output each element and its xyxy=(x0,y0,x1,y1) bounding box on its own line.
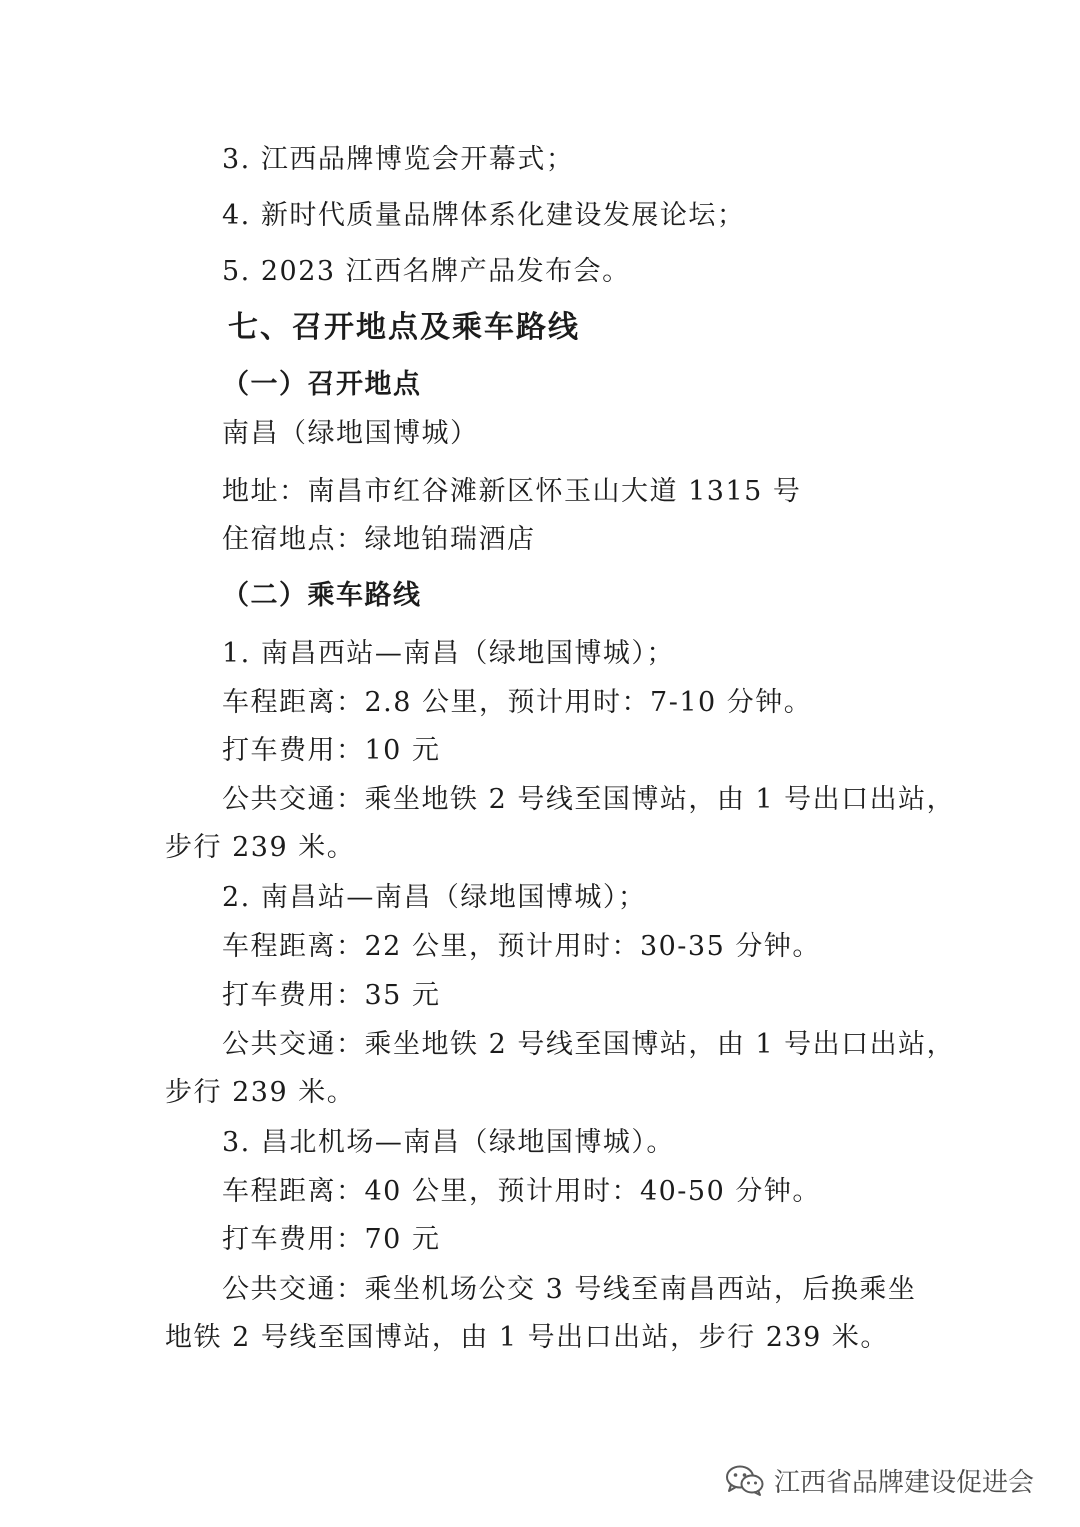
wechat-icon xyxy=(724,1463,766,1497)
route-2-taxi-fare: 打车费用：35 元 xyxy=(222,980,441,1011)
route-1-title: 1. 南昌西站—南昌（绿地国博城）； xyxy=(222,638,675,669)
subheading-venue: （一）召开地点 xyxy=(222,369,422,400)
route-1-distance: 车程距离：2.8 公里，预计用时：7-10 分钟。 xyxy=(222,687,813,718)
list-item-opening-ceremony: 3. 江西品牌博览会开幕式； xyxy=(222,144,575,175)
watermark-text: 江西省品牌建设促进会 xyxy=(774,1467,1035,1498)
venue-name: 南昌（绿地国博城） xyxy=(222,418,479,449)
route-2-public-transport: 公共交通：乘坐地铁 2 号线至国博站，由 1 号出口出站， xyxy=(222,1029,956,1060)
route-3-taxi-fare: 打车费用：70 元 xyxy=(222,1224,441,1255)
route-2-distance: 车程距离：22 公里，预计用时：30-35 分钟。 xyxy=(222,931,821,962)
route-2-walk: 步行 239 米。 xyxy=(165,1077,356,1108)
route-1-walk: 步行 239 米。 xyxy=(165,832,356,863)
accommodation: 住宿地点：绿地铂瑞酒店 xyxy=(222,524,536,555)
route-3-public-transport: 公共交通：乘坐机场公交 3 号线至南昌西站，后换乘坐 xyxy=(222,1274,917,1305)
venue-address: 地址：南昌市红谷滩新区怀玉山大道 1315 号 xyxy=(222,476,802,507)
route-2-title: 2. 南昌站—南昌（绿地国博城）； xyxy=(222,882,647,913)
route-3-distance: 车程距离：40 公里，预计用时：40-50 分钟。 xyxy=(222,1176,821,1207)
route-3-title: 3. 昌北机场—南昌（绿地国博城）。 xyxy=(222,1127,675,1158)
subheading-routes: （二）乘车路线 xyxy=(222,580,422,611)
route-3-transfer: 地铁 2 号线至国博站，由 1 号出口出站，步行 239 米。 xyxy=(165,1322,889,1353)
list-item-product-release: 5. 2023 江西名牌产品发布会。 xyxy=(222,256,631,287)
route-1-taxi-fare: 打车费用：10 元 xyxy=(222,735,441,766)
route-1-public-transport: 公共交通：乘坐地铁 2 号线至国博站，由 1 号出口出站， xyxy=(222,784,956,815)
section-heading-venue-and-routes: 七、召开地点及乘车路线 xyxy=(228,310,580,345)
watermark xyxy=(724,1460,1034,1500)
list-item-forum: 4. 新时代质量品牌体系化建设发展论坛； xyxy=(222,200,746,231)
